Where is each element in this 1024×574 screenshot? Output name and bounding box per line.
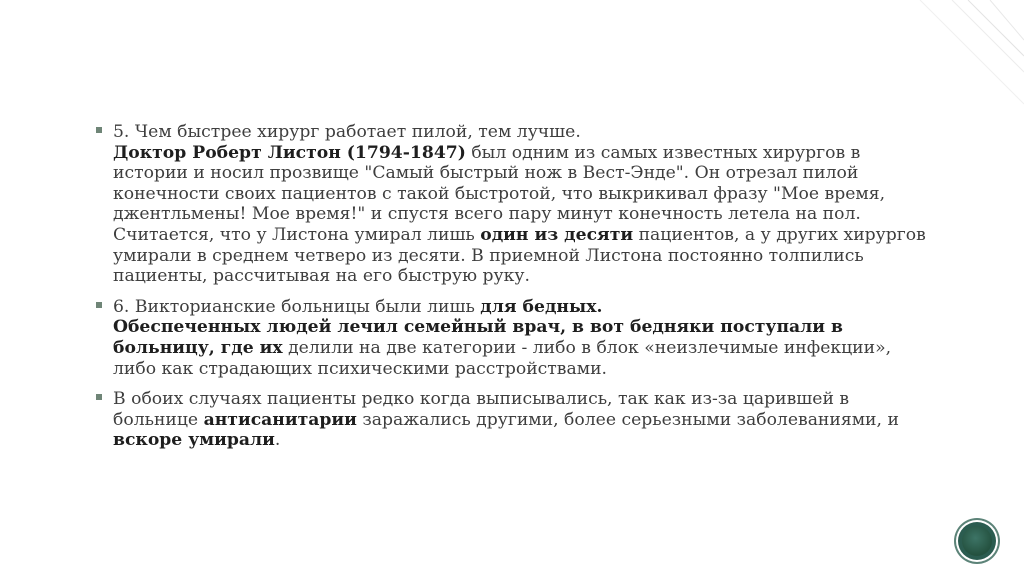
bullet-3-bold-2: вскоре умирали [113, 430, 275, 451]
bullet-3-text-a: В обоих случаях пациенты редко когда выписывались, так как из-за царившей в больнице [113, 389, 850, 430]
bullet-3-end: . [274, 430, 281, 451]
bullet-3-bold-1: антисанитарии [203, 409, 357, 430]
bullet-square-icon [96, 127, 102, 133]
bullet-1-name: Доктор Роберт Листон (1794-1847) [113, 142, 466, 163]
bullet-3-text-b: заражались другими, более серьезными заболеваниями, и [356, 409, 899, 430]
list-item [96, 297, 936, 379]
bullet-1-text-a: был одним из самых известных хирургов в истории и носил прозвище "Самый быстрый нож в Вест-Энде". Он отрезал пилой конечности своих пациентов с такой быстротой, что выкрикивал фразу "Мое время, джентльмены! Мое время!" и спустя всего пару минут конечность летела на пол. Считается, что у Листона умирал лишь [113, 142, 886, 245]
list-item [96, 122, 936, 287]
bullet-1-text-b: пациентов, а у других хирургов умирали в среднем четверо из десяти. В приемной Листона постоянно толпились пациенты, рассчитывая на его быструю руку. [113, 224, 926, 287]
bullet-1-heading: 5. Чем быстрее хирург работает пилой, тем лучше. [113, 122, 581, 142]
bullet-2-text-b: делили на две категории - либо в блок «неизлечимые инфекции», либо как страдающих психическими расстройствами. [113, 337, 892, 379]
slide-content [96, 122, 936, 461]
circle-nav-icon [962, 526, 992, 556]
slide-nav-button[interactable] [958, 522, 996, 560]
bullet-2-bold: для бедных. [480, 296, 603, 317]
bullet-square-icon [96, 302, 102, 308]
bullet-square-icon [96, 394, 102, 400]
bullet-2-bold-line2: Обеспеченных людей лечил семейный врач, в вот бедняки поступали в больницу, где их [113, 317, 843, 358]
bullet-1-mortality: один из десяти [480, 224, 634, 245]
bullet-2-text-a: 6. Викторианские больницы были лишь [113, 296, 481, 317]
list-item [96, 389, 936, 451]
